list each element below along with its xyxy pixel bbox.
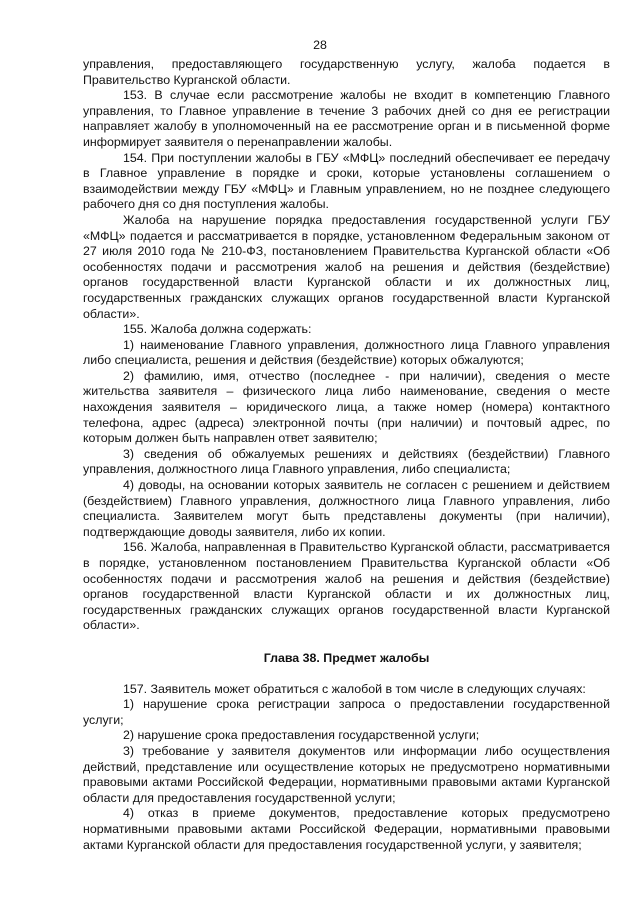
list-item-157-1: 1) нарушение срока регистрации запроса о предоставлении государственной услуги; [83, 697, 610, 727]
list-item-157-2: 2) нарушение срока предоставления государственной услуги; [123, 728, 480, 743]
list-item-157-4: 4) отказ в приеме документов, предоставление которых предусмотрено нормативными правовыми актами Российской Федерации, нормативными правовыми актами Курганской области для предоставления государственной услуги, у заявителя; [83, 806, 610, 852]
paragraph-157: 157. Заявитель может обратиться с жалобой в том числе в следующих случаях: [123, 681, 586, 696]
list-item-155-3: 3) сведения об обжалуемых решениях и действиях (бездействии) Главного управления, должностного лица Главного управления, либо специалиста; [83, 446, 610, 477]
paragraph-complaint-mfc: Жалоба на нарушение порядка предоставления государственной услуги ГБУ «МФЦ» подается и рассматривается в порядке, установленном Федеральным законом от 27 июля 2010 года № 210-ФЗ, постановлением Правительства Курганской области «Об особенностях подачи и рассмотрения жалоб на решения и действия (бездействие) органов государственной власти Курганской области и их должностных лиц, государственных гражданских служащих органов государственной власти Курганской области». [83, 212, 610, 321]
paragraph-continuation: управления, предоставляющего государственную услугу, жалоба подается в Правительство Курганской области. [83, 57, 610, 87]
page-number: 28 [313, 38, 327, 52]
list-item-155-1: 1) наименование Главного управления, должностного лица Главного управления либо специалиста, решения и действия (бездействие) которых обжалуются; [83, 337, 610, 368]
section-after [83, 682, 610, 854]
document-body [83, 57, 610, 853]
paragraph-154: 154. При поступлении жалобы в ГБУ «МФЦ» последний обеспечивает ее передачу в Главное управление в порядке и сроки, которые установлены соглашением о взаимодействии между ГБУ «МФЦ» и Главным управлением, но не позднее следующего рабочего дня со дня поступления жалобы. [83, 150, 610, 212]
paragraph-153: 153. В случае если рассмотрение жалобы не входит в компетенцию Главного управления, то Главное управление в течение 3 рабочих дней со дня ее регистрации направляет жалобу в уполномоченный на ее рассмотрение орган и в письменной форме информирует заявителя о перенаправлении жалобы. [83, 88, 610, 149]
paragraph-156: 156. Жалоба, направленная в Правительство Курганской области, рассматривается в порядке, установленном постановлением Правительства Курганской области «Об особенностях подачи и рассмотрения жалоб на решения и действия (бездействие) органов государственной власти Курганской области и их должностных лиц, государственных гражданских служащих органов государственной власти Курганской области». [83, 540, 610, 633]
list-item-155-4: 4) доводы, на основании которых заявитель не согласен с решением и действием (бездействием) Главного управления, должностного лица Главного управления, либо специалиста. Заявителем могут быть представлены документы (при наличии), подтверждающие доводы заявителя, либо их копии. [83, 478, 610, 539]
list-item-155-2: 2) фамилию, имя, отчество (последнее - при наличии), сведения о месте жительства заявителя – физического лица либо наименование, сведения о месте нахождения заявителя – юридического лица, а также номер (номера) контактного телефона, адрес (адреса) электронной почты (при наличии) и почтовый адрес, по которым должен быть направлен ответ заявителю; [83, 368, 610, 446]
section-before [83, 57, 610, 634]
chapter-heading: Глава 38. Предмет жалобы [263, 650, 430, 665]
paragraph-155: 155. Жалоба должна содержать: [123, 322, 312, 337]
list-item-157-3: 3) требование у заявителя документов или информации либо осуществления действий, представление или осуществление которых не предусмотрено нормативными правовыми актами Российской Федерации, нормативными правовыми актами Курганской области для предоставления государственной услуги; [83, 743, 610, 805]
